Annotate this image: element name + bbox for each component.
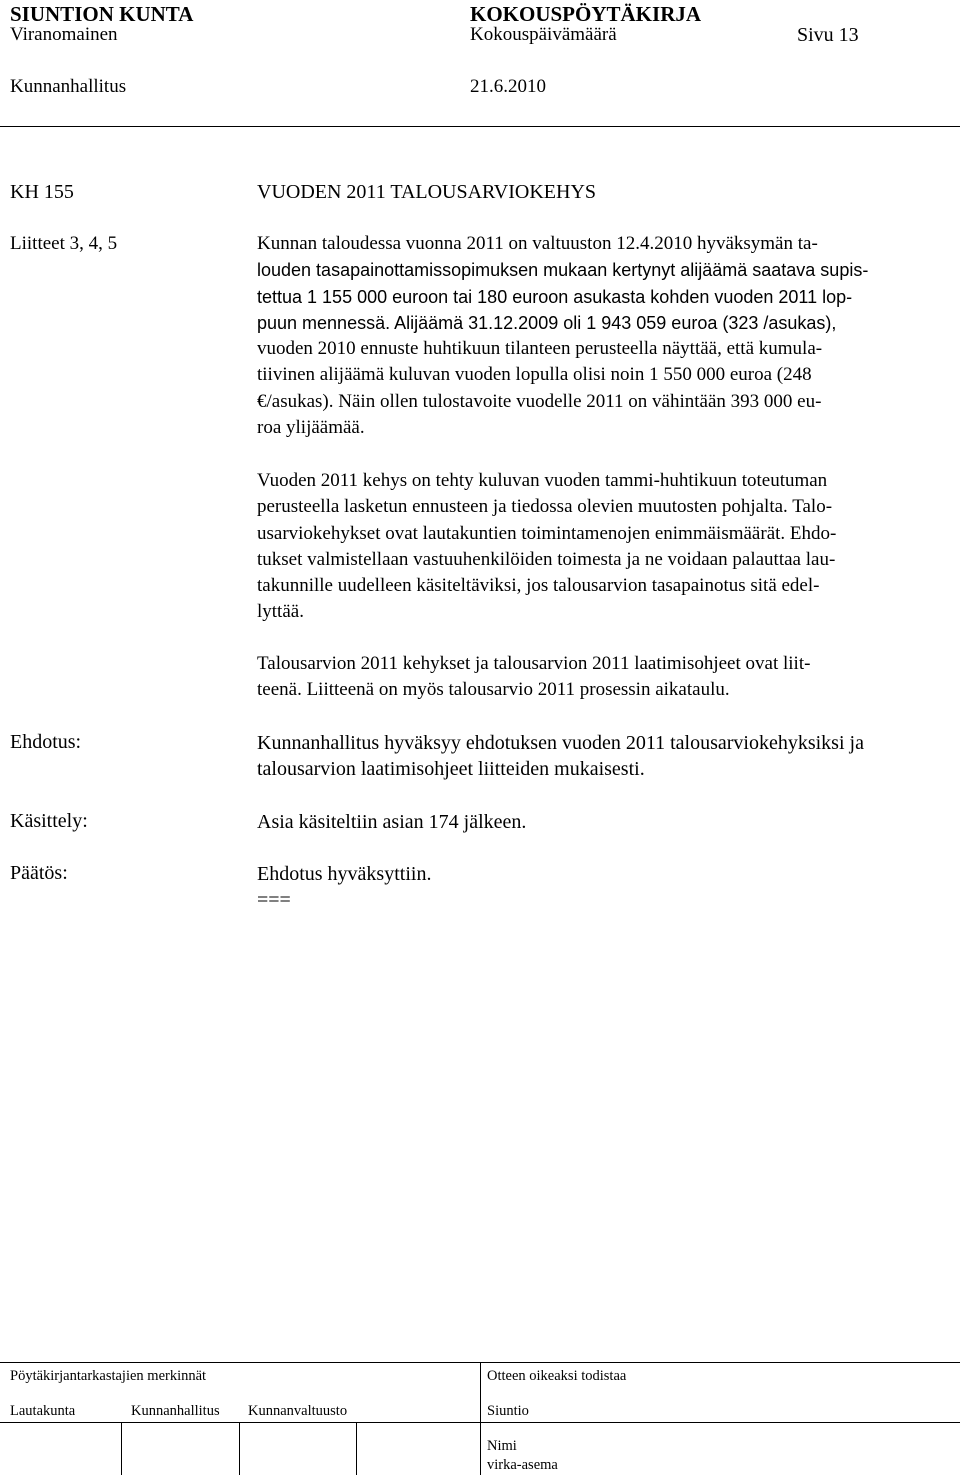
proposal-label: Ehdotus: [10, 731, 82, 753]
paragraph-attachments [257, 651, 810, 704]
paragraph-line: tiivinen alijäämä kuluvan vuoden lopulla olisi noin 1 550 000 euroa (248 [257, 364, 812, 386]
handling-text: Asia käsiteltiin asian 174 jälkeen. [257, 811, 527, 833]
footer-body-executive: Kunnanhallitus [131, 1403, 220, 1419]
end-mark: === [257, 889, 291, 911]
paragraph-line: takunnille uudelleen käsiteltäviksi, jos talousarvion tasapainotus sitä edel- [257, 575, 820, 597]
authority-label: Viranomainen [10, 24, 118, 45]
decision-label: Päätös: [10, 862, 68, 884]
checkers-label: Pöytäkirjantarkastajien merkinnät [10, 1368, 207, 1384]
header-divider [0, 126, 960, 127]
document-type: KOKOUSPÖYTÄKIRJA [470, 2, 702, 26]
item-title: VUODEN 2011 TALOUSARVIOKEHYS [257, 181, 597, 203]
paragraph-line: usarviokehykset ovat lautakuntien toimintamenojen enimmäismäärät. Ehdo- [257, 522, 837, 544]
certified-label: Otteen oikeaksi todistaa [487, 1368, 627, 1384]
paragraph-frame-basis [257, 468, 836, 626]
footer-place: Siuntio [487, 1403, 529, 1419]
footer-column-divider [239, 1422, 240, 1475]
paragraph-line: Kunnan taloudessa vuonna 2011 on valtuuston 12.4.2010 hyväksymän ta- [257, 233, 818, 254]
municipality-name: SIUNTION KUNTA [10, 2, 194, 26]
paragraph-line: roa ylijäämää. [257, 417, 365, 439]
handling-label: Käsittely: [10, 810, 88, 832]
paragraph-line: puun mennessä. Alijäämä 31.12.2009 oli 1 943 059 euroa (323 /asukas), [257, 312, 837, 333]
attachments-label: Liitteet 3, 4, 5 [10, 233, 118, 254]
proposal-text [257, 730, 864, 783]
paragraph-line: vuoden 2010 ennuste huhtikuun tilanteen perusteella näyttää, että kumula- [257, 338, 823, 360]
paragraph-line: tettua 1 155 000 euroon tai 180 euroon asukasta kohden vuoden 2011 lop- [257, 286, 853, 307]
paragraph-line: perusteella lasketun ennusteen ja tiedossa olevien muutosten pohjalta. Talo- [257, 496, 833, 518]
paragraph-line: €/asukas). Näin ollen tulostavoite vuodelle 2011 on vähintään 393 000 eu- [257, 390, 822, 412]
decision-text: Ehdotus hyväksyttiin. [257, 863, 432, 885]
footer-name-label: Nimi [487, 1438, 517, 1454]
meeting-date-label: Kokouspäivämäärä [470, 24, 617, 45]
page-number: Sivu 13 [797, 24, 859, 46]
meeting-date: 21.6.2010 [470, 76, 546, 97]
footer-title-label: virka-asema [487, 1457, 558, 1473]
paragraph-line: louden tasapainottamissopimuksen mukaan kertynyt alijäämä saatava supis- [257, 260, 869, 281]
authority-name: Kunnanhallitus [10, 76, 127, 97]
footer-body-council: Kunnanvaltuusto [248, 1403, 348, 1419]
footer-body-board: Lautakunta [10, 1403, 76, 1419]
footer-column-divider [356, 1422, 357, 1475]
footer-column-divider [121, 1422, 122, 1475]
paragraph-budget-deficit [257, 231, 868, 441]
paragraph-line: tukset valmistellaan vastuuhenkilöiden toimesta ja ne voidaan palauttaa lau- [257, 548, 836, 570]
footer-column-divider [480, 1362, 481, 1475]
paragraph-line: lyttää. [257, 601, 304, 623]
paragraph-line: Kunnanhallitus hyväksyy ehdotuksen vuoden 2011 talousarviokehyksiksi ja [257, 732, 864, 754]
paragraph-line: Vuoden 2011 kehys on tehty kuluvan vuoden tammi-huhtikuun toteutuman [257, 470, 828, 491]
paragraph-line: teenä. Liitteenä on myös talousarvio 2011 prosessin aikataulu. [257, 679, 730, 701]
paragraph-line: talousarvion laatimisohjeet liitteiden mukaisesti. [257, 758, 645, 781]
item-number: KH 155 [10, 181, 74, 203]
paragraph-line: Talousarvion 2011 kehykset ja talousarvion 2011 laatimisohjeet ovat liit- [257, 653, 811, 674]
